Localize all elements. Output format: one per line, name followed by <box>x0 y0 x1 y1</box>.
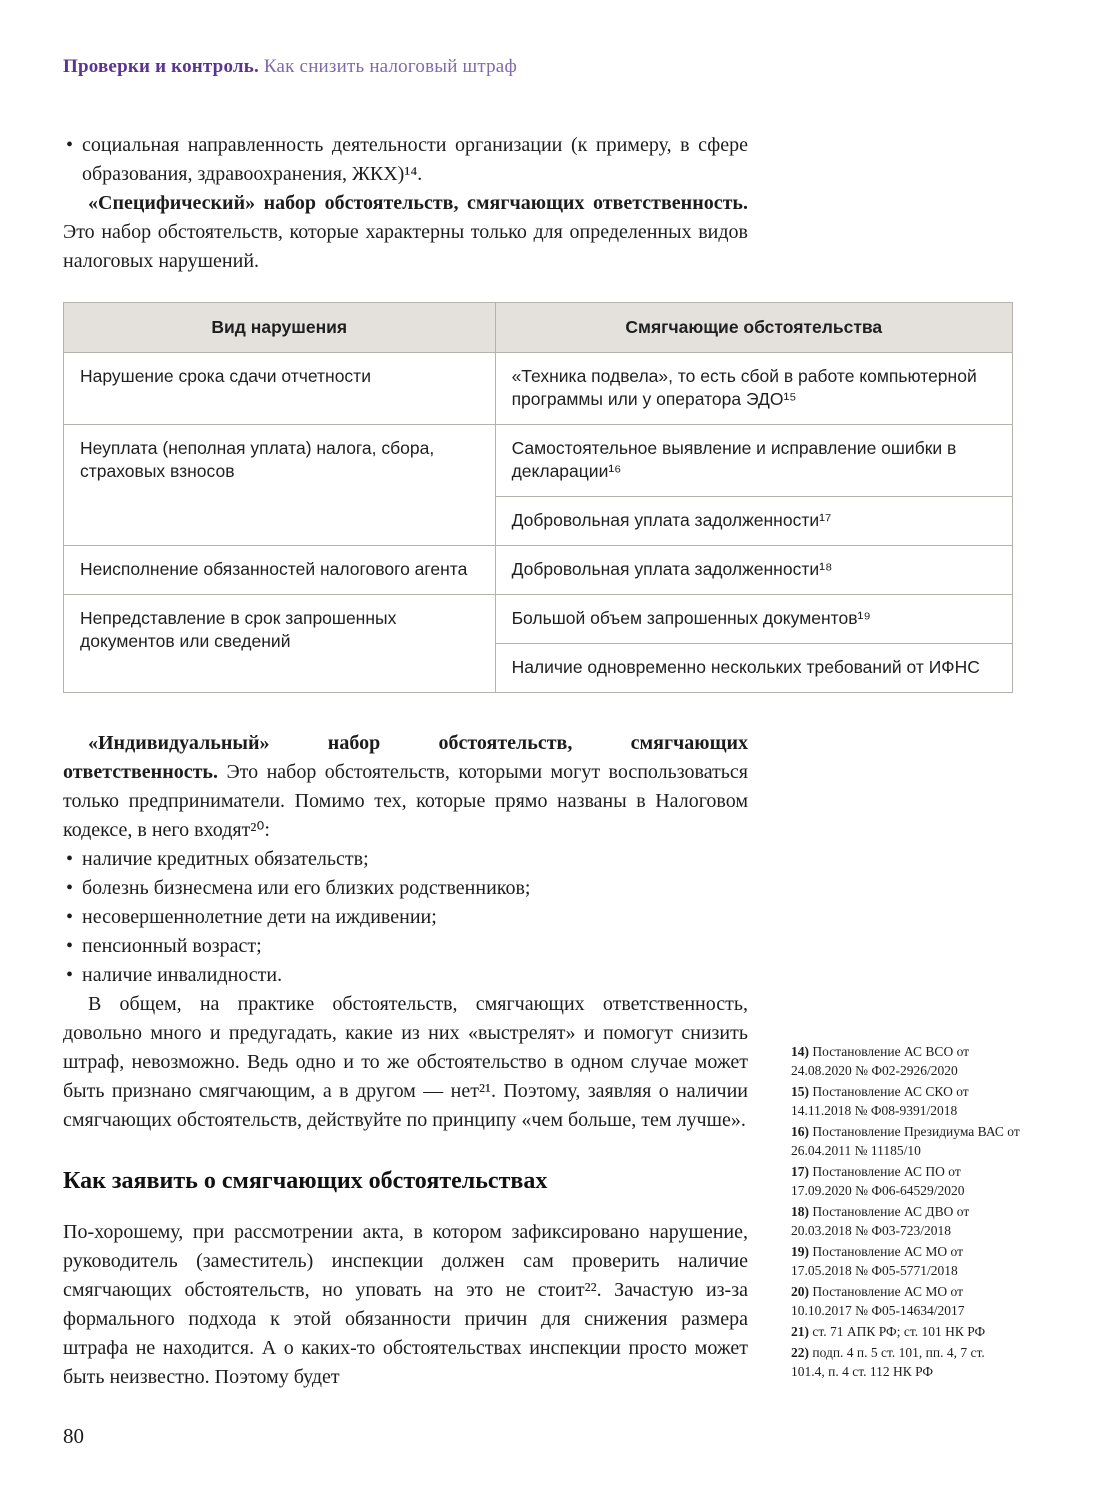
intro-block <box>63 131 748 276</box>
cell-violation: Неисполнение обязанностей налогового агента <box>64 546 496 595</box>
footnote <box>791 1343 1021 1381</box>
list-item <box>63 903 748 932</box>
column-header-violation: Вид нарушения <box>64 303 496 353</box>
footnote <box>791 1122 1021 1160</box>
cell-circumstance: «Техника подвела», то есть сбой в работе компьютерной программы или у оператора ЭДО¹⁵ <box>495 353 1012 425</box>
footnote-number: 19) <box>791 1244 809 1259</box>
bullet-text: несовершеннолетние дети на иждивении; <box>82 906 437 928</box>
cell-violation: Неуплата (неполная уплата) налога, сбора, страховых взносов <box>64 425 496 546</box>
section-heading: Как заявить о смягчающих обстоятельствах <box>63 1168 548 1194</box>
footnote-text: Постановление АС МО от 10.10.2017 № Ф05-14634/2017 <box>791 1284 965 1318</box>
running-head-title: Как снизить налоговый штраф <box>258 56 517 77</box>
list-item <box>63 131 748 189</box>
cell-circumstance: Самостоятельное выявление и исправление ошибки в декларации¹⁶ <box>495 425 1012 497</box>
footnote-number: 17) <box>791 1164 809 1179</box>
running-head-section: Проверки и контроль. <box>63 56 259 77</box>
page-number: 80 <box>63 1424 84 1448</box>
cell-circumstance: Большой объем запрошенных документов¹⁹ <box>495 595 1012 644</box>
bullet-text: болезнь бизнесмена или его близких родственников; <box>82 877 531 899</box>
footnote-text: Постановление АС МО от 17.05.2018 № Ф05-5771/2018 <box>791 1244 964 1278</box>
paragraph-general: В общем, на практике обстоятельств, смягчающих ответственность, довольно много и предугадать, какие из них «выстрелят» и помогут снизить штраф, невозможно. Ведь одно и то же обстоятельство в одном случае может быть признано смягчающим, а в другом — нет²¹. Поэтому, заявляя о наличии смягчающих обстоятельств, действуйте по принципу «чем больше, тем лучше». <box>63 993 748 1131</box>
footnote-number: 16) <box>791 1124 809 1139</box>
bullet-text: пенсионный возраст; <box>82 935 262 957</box>
footnote-text: Постановление АС СКО от 14.11.2018 № Ф08-9391/2018 <box>791 1084 969 1118</box>
footnote <box>791 1322 1021 1341</box>
footnote-number: 18) <box>791 1204 809 1219</box>
list-item <box>63 932 748 961</box>
list-item <box>63 961 748 990</box>
footnote-text: подп. 4 п. 5 ст. 101, пп. 4, 7 ст. 101.4, п. 4 ст. 112 НК РФ <box>791 1345 985 1379</box>
paragraph-specific <box>63 189 748 276</box>
footnote-number: 21) <box>791 1324 809 1339</box>
paragraph-text: Это набор обстоятельств, которыми могут воспользоваться только предприниматели. Помимо тех, которые прямо названы в Налоговом кодексе, в него входят²⁰: <box>63 761 748 841</box>
cell-violation: Нарушение срока сдачи отчетности <box>64 353 496 425</box>
footnote <box>791 1282 1021 1320</box>
column-header-circumstances: Смягчающие обстоятельства <box>495 303 1012 353</box>
paragraph-lead-bold: «Специфический» набор обстоятельств, смягчающих ответственность. <box>88 192 748 214</box>
list-item <box>63 845 748 874</box>
table-row <box>64 595 1013 644</box>
bullet-text: социальная направленность деятельности организации (к примеру, в сфере образования, здравоохранения, ЖКХ)¹⁴. <box>82 134 748 185</box>
footnote-text: ст. 71 АПК РФ; ст. 101 НК РФ <box>809 1324 986 1339</box>
footnote-number: 14) <box>791 1044 809 1059</box>
table-row <box>64 546 1013 595</box>
footnote-text: Постановление АС ВСО от 24.08.2020 № Ф02-2926/2020 <box>791 1044 970 1078</box>
cell-circumstance: Добровольная уплата задолженности¹⁸ <box>495 546 1012 595</box>
footnote <box>791 1042 1021 1080</box>
mitigating-circumstances-table <box>63 302 1013 693</box>
cell-violation: Непредставление в срок запрошенных документов или сведений <box>64 595 496 693</box>
bullet-text: наличие инвалидности. <box>82 964 283 986</box>
list-item <box>63 874 748 903</box>
paragraph-individual <box>63 729 748 845</box>
paragraph-how-to-claim: По-хорошему, при рассмотрении акта, в котором зафиксировано нарушение, руководитель (заместитель) инспекции должен сам проверить наличие смягчающих обстоятельств, но уповать на это не стоит²². Зачастую из-за формального подхода к этой обязанности причин для снижения размера штрафа не находится. А о каких-то обстоятельствах инспекции просто может быть неизвестно. Поэтому будет <box>63 1221 748 1388</box>
footnote-number: 15) <box>791 1084 809 1099</box>
footnote-number: 22) <box>791 1345 809 1360</box>
bullet-text: наличие кредитных обязательств; <box>82 848 369 870</box>
footnote <box>791 1242 1021 1280</box>
running-head <box>63 56 517 78</box>
footnote <box>791 1082 1021 1120</box>
footnote <box>791 1162 1021 1200</box>
table-header <box>64 303 1013 353</box>
footnote-number: 20) <box>791 1284 809 1299</box>
footnote <box>791 1202 1021 1240</box>
paragraph-lead-bold: «Индивидуальный» набор обстоятельств, смягчающих ответственность. <box>63 732 748 783</box>
body-block <box>63 729 748 1392</box>
footnote-text: Постановление Президиума ВАС от 26.04.2011 № 11185/10 <box>791 1124 1020 1158</box>
footnote-text: Постановление АС ДВО от 20.03.2018 № Ф03-723/2018 <box>791 1204 970 1238</box>
cell-circumstance: Добровольная уплата задолженности¹⁷ <box>495 497 1012 546</box>
cell-circumstance: Наличие одновременно нескольких требований от ИФНС <box>495 644 1012 693</box>
paragraph-text: Это набор обстоятельств, которые характерны только для определенных видов налоговых нарушений. <box>63 221 748 272</box>
table-row <box>64 353 1013 425</box>
footnote-text: Постановление АС ПО от 17.09.2020 № Ф06-64529/2020 <box>791 1164 965 1198</box>
table-row <box>64 425 1013 497</box>
footnotes-column <box>791 1042 1021 1383</box>
